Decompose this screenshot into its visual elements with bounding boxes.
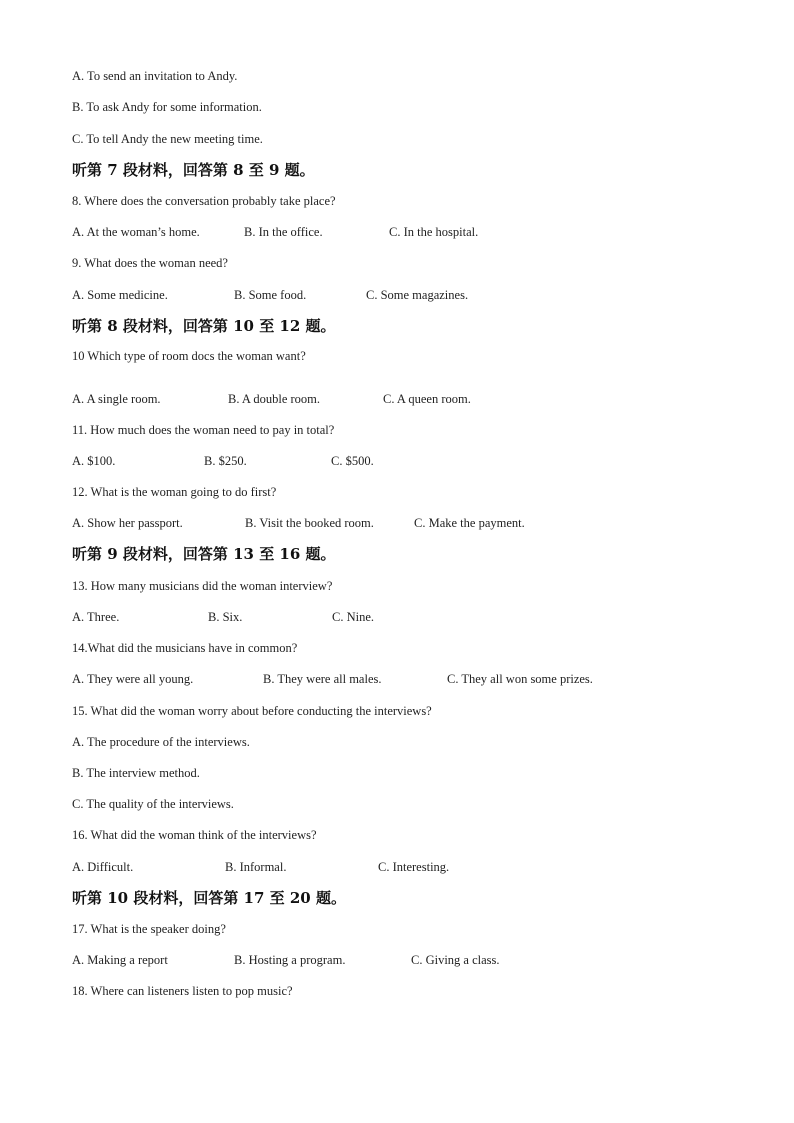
section-heading-10: 听第 10 段材料，回答第 17 至 20 题。 <box>72 889 346 907</box>
question-14: 14.What did the musicians have in common? <box>72 641 298 655</box>
q13-option-b: B. Six. <box>208 610 243 624</box>
q13-option-a: A. Three. <box>72 610 120 624</box>
q8-option-c: C. In the hospital. <box>389 225 479 239</box>
question-10: 10 Which type of room docs the woman want? <box>72 349 306 363</box>
question-17: 17. What is the speaker doing? <box>72 922 226 936</box>
q17-option-c: C. Giving a class. <box>411 953 500 967</box>
q16-option-c: C. Interesting. <box>378 860 450 874</box>
q15-option-c: C. The quality of the interviews. <box>72 797 234 811</box>
question-15: 15. What did the woman worry about before conducting the interviews? <box>72 704 432 718</box>
q15-option-a: A. The procedure of the interviews. <box>72 735 250 749</box>
q11-option-a: A. $100. <box>72 454 116 468</box>
q10-option-a: A. A single room. <box>72 392 161 406</box>
q12-option-b: B. Visit the booked room. <box>245 516 374 530</box>
q17-option-a: A. Making a report <box>72 953 168 967</box>
q7-option-b: B. To ask Andy for some information. <box>72 100 262 114</box>
q16-option-b: B. Informal. <box>225 860 287 874</box>
q12-option-c: C. Make the payment. <box>414 516 525 530</box>
q9-option-a: A. Some medicine. <box>72 288 168 302</box>
q14-option-b: B. They were all males. <box>263 672 382 686</box>
q10-option-b: B. A double room. <box>228 392 321 406</box>
q14-option-a: A. They were all young. <box>72 672 194 686</box>
q7-option-a: A. To send an invitation to Andy. <box>72 69 238 83</box>
q15-option-b: B. The interview method. <box>72 766 200 780</box>
q8-option-a: A. At the woman’s home. <box>72 225 200 239</box>
q17-option-b: B. Hosting a program. <box>234 953 346 967</box>
q9-option-b: B. Some food. <box>234 288 307 302</box>
section-heading-9: 听第 9 段材料，回答第 13 至 16 题。 <box>72 545 336 563</box>
question-9: 9. What does the woman need? <box>72 256 228 270</box>
q8-option-b: B. In the office. <box>244 225 323 239</box>
q16-option-a: A. Difficult. <box>72 860 134 874</box>
question-8: 8. Where does the conversation probably take place? <box>72 194 336 208</box>
q7-option-c: C. To tell Andy the new meeting time. <box>72 132 263 146</box>
q9-option-c: C. Some magazines. <box>366 288 469 302</box>
question-11: 11. How much does the woman need to pay in total? <box>72 423 335 437</box>
q14-option-c: C. They all won some prizes. <box>447 672 593 686</box>
q11-option-c: C. $500. <box>331 454 374 468</box>
section-heading-8: 听第 8 段材料，回答第 10 至 12 题。 <box>72 317 336 335</box>
q13-option-c: C. Nine. <box>332 610 375 624</box>
question-16: 16. What did the woman think of the interviews? <box>72 828 317 842</box>
question-12: 12. What is the woman going to do first? <box>72 485 277 499</box>
question-13: 13. How many musicians did the woman interview? <box>72 579 333 593</box>
q11-option-b: B. $250. <box>204 454 247 468</box>
section-heading-7: 听第 7 段材料，回答第 8 至 9 题。 <box>72 161 315 179</box>
q12-option-a: A. Show her passport. <box>72 516 183 530</box>
question-18: 18. Where can listeners listen to pop music? <box>72 984 293 998</box>
q10-option-c: C. A queen room. <box>383 392 471 406</box>
